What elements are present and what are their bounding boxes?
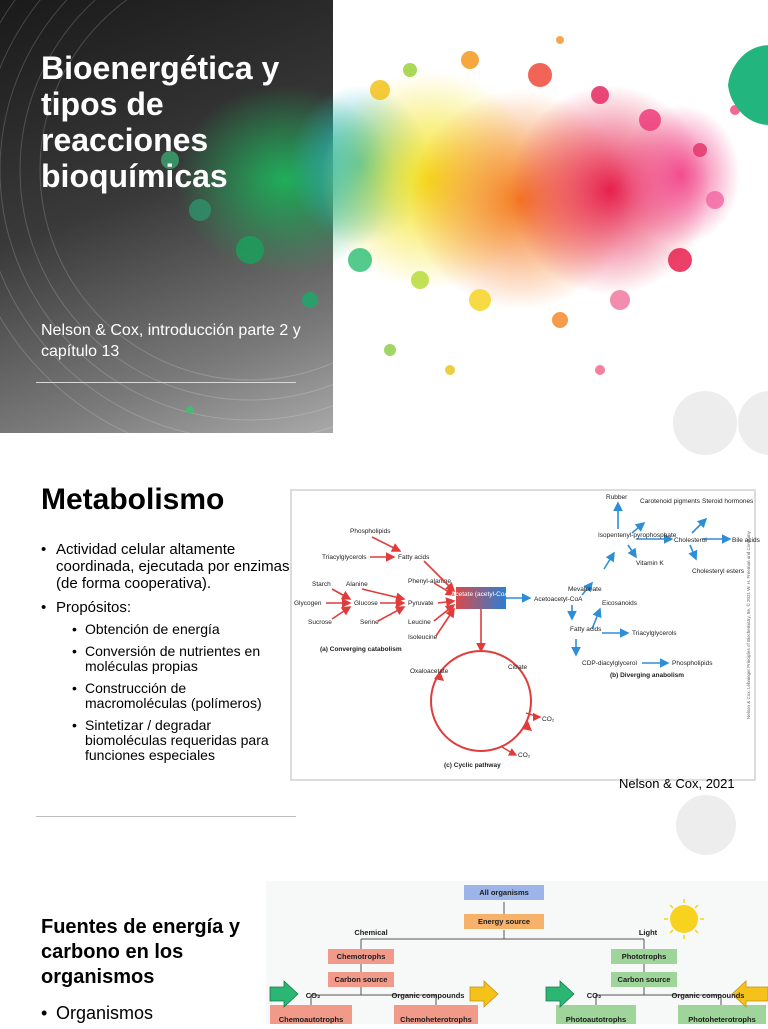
label-vitamin-k: Vitamin K bbox=[636, 560, 664, 567]
bullet-item: • Actividad celular altamente coordinada, ejecutada por enzimas (de forma cooperativa). bbox=[41, 541, 291, 592]
label-phenylalanine: Phenyl-alanine bbox=[408, 578, 452, 585]
label-triacylglycerols: Triacylglycerols bbox=[322, 554, 367, 561]
label-glycogen: Glycogen bbox=[294, 600, 322, 607]
caption-diverging: (b) Diverging anabolism bbox=[610, 672, 685, 679]
bullet-item bbox=[41, 599, 291, 763]
sub-bullet-item: • Conversión de nutrientes en moléculas propias bbox=[56, 644, 291, 674]
label-pyruvate: Pyruvate bbox=[408, 600, 434, 607]
metabolic-pathways-figure bbox=[290, 489, 760, 781]
box-photoautotrophs: Photoautotrophs bbox=[565, 1015, 627, 1024]
label-isoleucine: Isoleucine bbox=[408, 634, 438, 641]
slide-heading: Fuentes de energía y carbono en los organismos bbox=[41, 916, 240, 988]
label-isopentenyl: Isopentenyl-pyrophosphate bbox=[598, 532, 677, 539]
label-steroid: Steroid hormones bbox=[702, 498, 754, 505]
divider bbox=[36, 816, 296, 817]
bullet-label: Propósitos: bbox=[56, 599, 132, 616]
caption-converging: (a) Converging catabolism bbox=[320, 646, 402, 653]
box-chemoheterotrophs: Chemoheterotrophs bbox=[400, 1015, 472, 1024]
label-co2-b: CO₂ bbox=[518, 752, 531, 759]
sub-bullet-item: • Construcción de macromoléculas (polímeros) bbox=[56, 681, 291, 711]
label-organic-right: Organic compounds bbox=[671, 991, 745, 1000]
label-citrate: Citrate bbox=[508, 664, 528, 671]
label-cdp-diacylglycerol: CDP-diacylglycerol bbox=[582, 660, 637, 667]
classification-diagram bbox=[266, 881, 768, 1024]
caption-cyclic: (c) Cyclic pathway bbox=[444, 762, 501, 769]
label-alanine: Alanine bbox=[346, 581, 368, 588]
slide-subtitle: Nelson & Cox, introducción parte 2 y capítulo 13 bbox=[41, 322, 301, 360]
label-bile-acids: Bile acids bbox=[732, 537, 760, 544]
divider bbox=[36, 382, 296, 383]
box-photoheterotrophs: Photoheterotrophs bbox=[688, 1015, 756, 1024]
slide-heading: Metabolismo bbox=[41, 483, 225, 516]
sub-bullet-item: • Sintetizar / degradar biomoléculas requeridas para funciones especiales bbox=[56, 718, 291, 763]
label-cholesteryl-esters: Cholesteryl esters bbox=[692, 568, 745, 575]
label-chemical: Chemical bbox=[354, 928, 388, 937]
figure-citation: Nelson & Cox, 2021 bbox=[619, 776, 735, 791]
label-light: Light bbox=[638, 928, 658, 937]
box-phototrophs: Phototrophs bbox=[621, 952, 667, 961]
box-energy-source: Energy source bbox=[477, 917, 531, 926]
label-triacylglycerols-b: Triacylglycerols bbox=[632, 630, 677, 637]
box-carbon-source-left: Carbon source bbox=[334, 975, 388, 984]
energy-carbon-slide bbox=[0, 833, 768, 1024]
label-phospholipids: Phospholipids bbox=[350, 528, 391, 535]
label-phospholipids-b: Phospholipids bbox=[672, 660, 713, 667]
label-co2-right: CO₂ bbox=[586, 991, 602, 1000]
energy-carbon-source-diagram bbox=[266, 881, 768, 1024]
sub-bullet-list bbox=[56, 622, 291, 763]
figure-credit: Nelson & Cox, Lehninger Principles of Biochemistry, 8e, © 2021 W. H. Freeman and Company bbox=[746, 531, 751, 719]
box-carbon-source-right: Carbon source bbox=[617, 975, 671, 984]
label-eicosanoids: Eicosanoids bbox=[602, 600, 638, 607]
label-acetoacetyl-coa: Acetoacetyl-CoA bbox=[534, 596, 583, 603]
label-carotenoid: Carotenoid pigments bbox=[640, 498, 700, 505]
label-glucose: Glucose bbox=[354, 600, 378, 607]
label-organic-left: Organic compounds bbox=[391, 991, 465, 1000]
slide-title: Bioenergética y tipos de reacciones bioquímicas bbox=[41, 50, 280, 194]
metabolism-slide bbox=[0, 433, 768, 833]
box-all-organisms: All organisms bbox=[479, 888, 529, 897]
title-slide bbox=[0, 0, 768, 433]
label-oxaloacetate: Oxaloacetate bbox=[410, 668, 449, 675]
bullet-list bbox=[41, 541, 291, 770]
box-chemotrophs: Chemotrophs bbox=[336, 952, 386, 961]
box-chemoautotrophs: Chemoautotrophs bbox=[278, 1015, 344, 1024]
label-cholesterol: Cholesterol bbox=[674, 537, 707, 544]
label-acetate: Acetate (acetyl-CoA) bbox=[451, 591, 511, 598]
label-co2-a: CO₂ bbox=[542, 716, 555, 723]
label-serine: Serine bbox=[360, 619, 379, 626]
pathways-diagram bbox=[292, 491, 760, 779]
label-starch: Starch bbox=[312, 581, 331, 588]
decorative-circles bbox=[676, 833, 768, 873]
label-mevalonate: Mevalonate bbox=[568, 586, 602, 593]
label-leucine: Leucine bbox=[408, 619, 431, 626]
label-rubber: Rubber bbox=[606, 494, 628, 501]
bullet-item: • Organismos bbox=[41, 1003, 153, 1024]
sub-bullet-item: • Obtención de energía bbox=[56, 622, 291, 637]
label-fatty-acids: Fatty acids bbox=[398, 554, 430, 561]
label-sucrose: Sucrose bbox=[308, 619, 332, 626]
label-fatty-acids-b: Fatty acids bbox=[570, 626, 602, 633]
label-co2-left: CO₂ bbox=[305, 991, 321, 1000]
